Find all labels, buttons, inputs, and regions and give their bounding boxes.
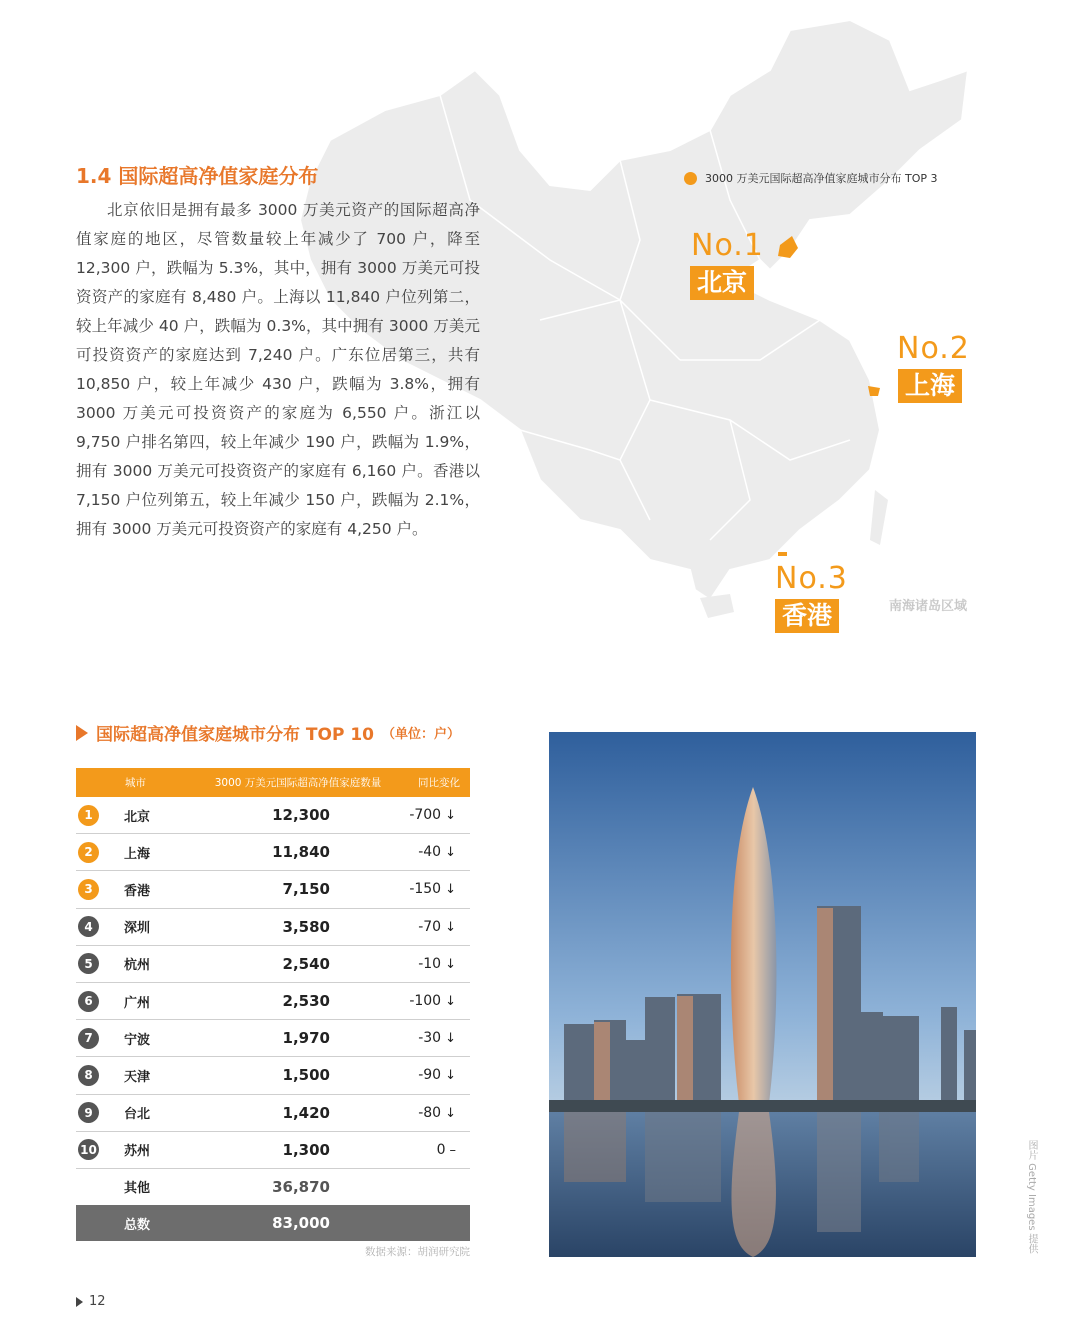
row-city: 香港: [124, 883, 151, 899]
table-row: [76, 1020, 470, 1057]
rank-badge: 3: [78, 879, 99, 900]
row-city: 台北: [124, 1107, 151, 1123]
row-city: 上海: [124, 846, 151, 862]
row-city: 北京: [124, 809, 151, 825]
triangle-right-icon: [76, 725, 88, 741]
arrow-down-icon: –: [449, 1142, 456, 1158]
skyline-photo: [549, 732, 976, 1257]
total-city: 总数: [124, 1217, 151, 1233]
row-change: [330, 919, 456, 935]
row-value: 1,970: [282, 1029, 330, 1048]
page-number: [76, 1294, 106, 1309]
page-number-text: 12: [89, 1294, 106, 1309]
table-row: [76, 946, 470, 983]
table-row: [76, 983, 470, 1020]
arrow-down-icon: ↓: [445, 956, 456, 972]
table-row: [76, 871, 470, 908]
taiwan-shape: [870, 490, 888, 545]
row-change-value: 0: [436, 1141, 446, 1158]
table-body: [76, 797, 470, 1169]
triangle-right-icon: [76, 1297, 83, 1307]
rank-badge: 1: [78, 805, 99, 826]
row-city: 苏州: [124, 1144, 151, 1160]
table-title-text: 国际超高净值家庭城市分布 TOP 10: [96, 725, 375, 745]
table-row: [76, 797, 470, 834]
row-change: [330, 1142, 456, 1158]
row-change-value: -90: [418, 1067, 442, 1084]
photo-credit: 图片 Getty Images 提供: [1026, 1140, 1037, 1254]
section-body: 北京依旧是拥有最多 3000 万美元资产的国际超高净值家庭的地区，尽管数量较上年减少了 700 户，降至 12,300 户，跌幅为 5.3%，其中，拥有 3000 万美元可投资资产的家庭有 8,480 户。上海以 11,840 户位列第二，较上年减少 40 户，跌幅为 0.3%，其中拥有 3000 万美元可投资资产的家庭达到 7,240 户。广东位居第三，共有 10,850 户，较上年减少 430 户，跌幅为 3.8%，拥有 3000 万美元可投资资产的家庭为 6,550 户。浙江以 9,750 户排名第四，较上年减少 190 户，跌幅为 1.9%，拥有 3000 万美元可投资资产的家庭有 6,160 户。香港以 7,150 户位列第五，较上年减少 150 户，跌幅为 2.1%，拥有 3000 万美元可投资资产的家庭有 4,250 户。: [76, 201, 480, 538]
table-header: [76, 768, 470, 797]
rank-badge: 6: [78, 991, 99, 1012]
row-value: 1,300: [282, 1140, 330, 1159]
row-value: 12,300: [272, 806, 330, 825]
total-value: 83,000: [272, 1214, 330, 1233]
table-title: [76, 720, 460, 745]
row-city: 天津: [124, 1069, 151, 1085]
row-change-value: -100: [409, 993, 442, 1010]
row-change: [330, 1105, 456, 1121]
rank-3-no: No.3: [775, 561, 848, 596]
row-change-value: -700: [409, 807, 442, 824]
row-change: [330, 844, 456, 860]
row-change: [330, 1030, 456, 1046]
table-row: [76, 1057, 470, 1094]
arrow-down-icon: ↓: [445, 882, 456, 898]
row-change: [330, 881, 456, 897]
row-city: 广州: [124, 995, 151, 1011]
rank-2-city: 上海: [898, 369, 962, 403]
rank-3-city: 香港: [775, 599, 839, 633]
table-row-others: [76, 1169, 470, 1205]
row-change: [330, 1067, 456, 1083]
south-sea-label: 南海诸岛区域: [889, 599, 968, 614]
arrow-down-icon: ↓: [445, 1031, 456, 1047]
header-change: 同比变化: [418, 777, 460, 789]
row-value: 1,500: [282, 1066, 330, 1085]
rank-1-city: 北京: [690, 266, 754, 300]
row-change-value: -30: [418, 1030, 442, 1047]
row-value: 7,150: [282, 880, 330, 899]
row-change-value: -80: [418, 1104, 442, 1121]
hongkong-marker: [778, 552, 787, 556]
rank-badge: 7: [78, 1028, 99, 1049]
arrow-down-icon: ↓: [445, 845, 456, 861]
row-change: [330, 956, 456, 972]
row-value: 2,540: [282, 954, 330, 973]
rank-badge: 2: [78, 842, 99, 863]
arrow-down-icon: ↓: [445, 994, 456, 1010]
section-title: 1.4 国际超高净值家庭分布: [76, 164, 319, 188]
row-value: 2,530: [282, 992, 330, 1011]
row-city: 深圳: [124, 921, 151, 937]
row-change-value: -70: [418, 918, 442, 935]
table-row: [76, 1132, 470, 1169]
rank-badge: 10: [78, 1139, 99, 1160]
row-change: [330, 993, 456, 1009]
row-change-value: -10: [418, 955, 442, 972]
arrow-down-icon: ↓: [445, 1105, 456, 1121]
rank-badge: 8: [78, 1065, 99, 1086]
others-city: 其他: [124, 1181, 151, 1197]
rank-badge: 4: [78, 916, 99, 937]
table-row-total: [76, 1205, 470, 1241]
table-row: [76, 1095, 470, 1132]
row-city: 杭州: [124, 958, 151, 974]
shanghai-marker: [868, 386, 880, 396]
hainan-shape: [700, 594, 734, 618]
row-value: 11,840: [272, 843, 330, 862]
rank-badge: 5: [78, 953, 99, 974]
rank-1-no: No.1: [691, 228, 764, 263]
legend-dot-icon: [684, 172, 697, 185]
legend-label: 3000 万美元国际超高净值家庭城市分布 TOP 3: [705, 172, 938, 185]
table-unit: （单位：户）: [382, 727, 461, 742]
others-value: 36,870: [272, 1177, 330, 1196]
header-value: 3000 万美元国际超高净值家庭数量: [214, 777, 382, 789]
arrow-down-icon: ↓: [445, 1068, 456, 1084]
rank-badge: 9: [78, 1102, 99, 1123]
map-legend: [684, 170, 938, 186]
row-value: 3,580: [282, 917, 330, 936]
row-change: [330, 807, 456, 823]
row-value: 1,420: [282, 1103, 330, 1122]
row-city: 宁波: [124, 1032, 151, 1048]
row-change-value: -150: [409, 881, 442, 898]
row-change-value: -40: [418, 844, 442, 861]
rank-2-no: No.2: [897, 331, 970, 366]
table-row: [76, 909, 470, 946]
arrow-down-icon: ↓: [445, 808, 456, 824]
header-city: 城市: [125, 777, 146, 789]
table-row: [76, 834, 470, 871]
arrow-down-icon: ↓: [445, 919, 456, 935]
top10-table: [76, 768, 470, 1241]
data-source: 数据来源：胡润研究院: [365, 1246, 470, 1258]
